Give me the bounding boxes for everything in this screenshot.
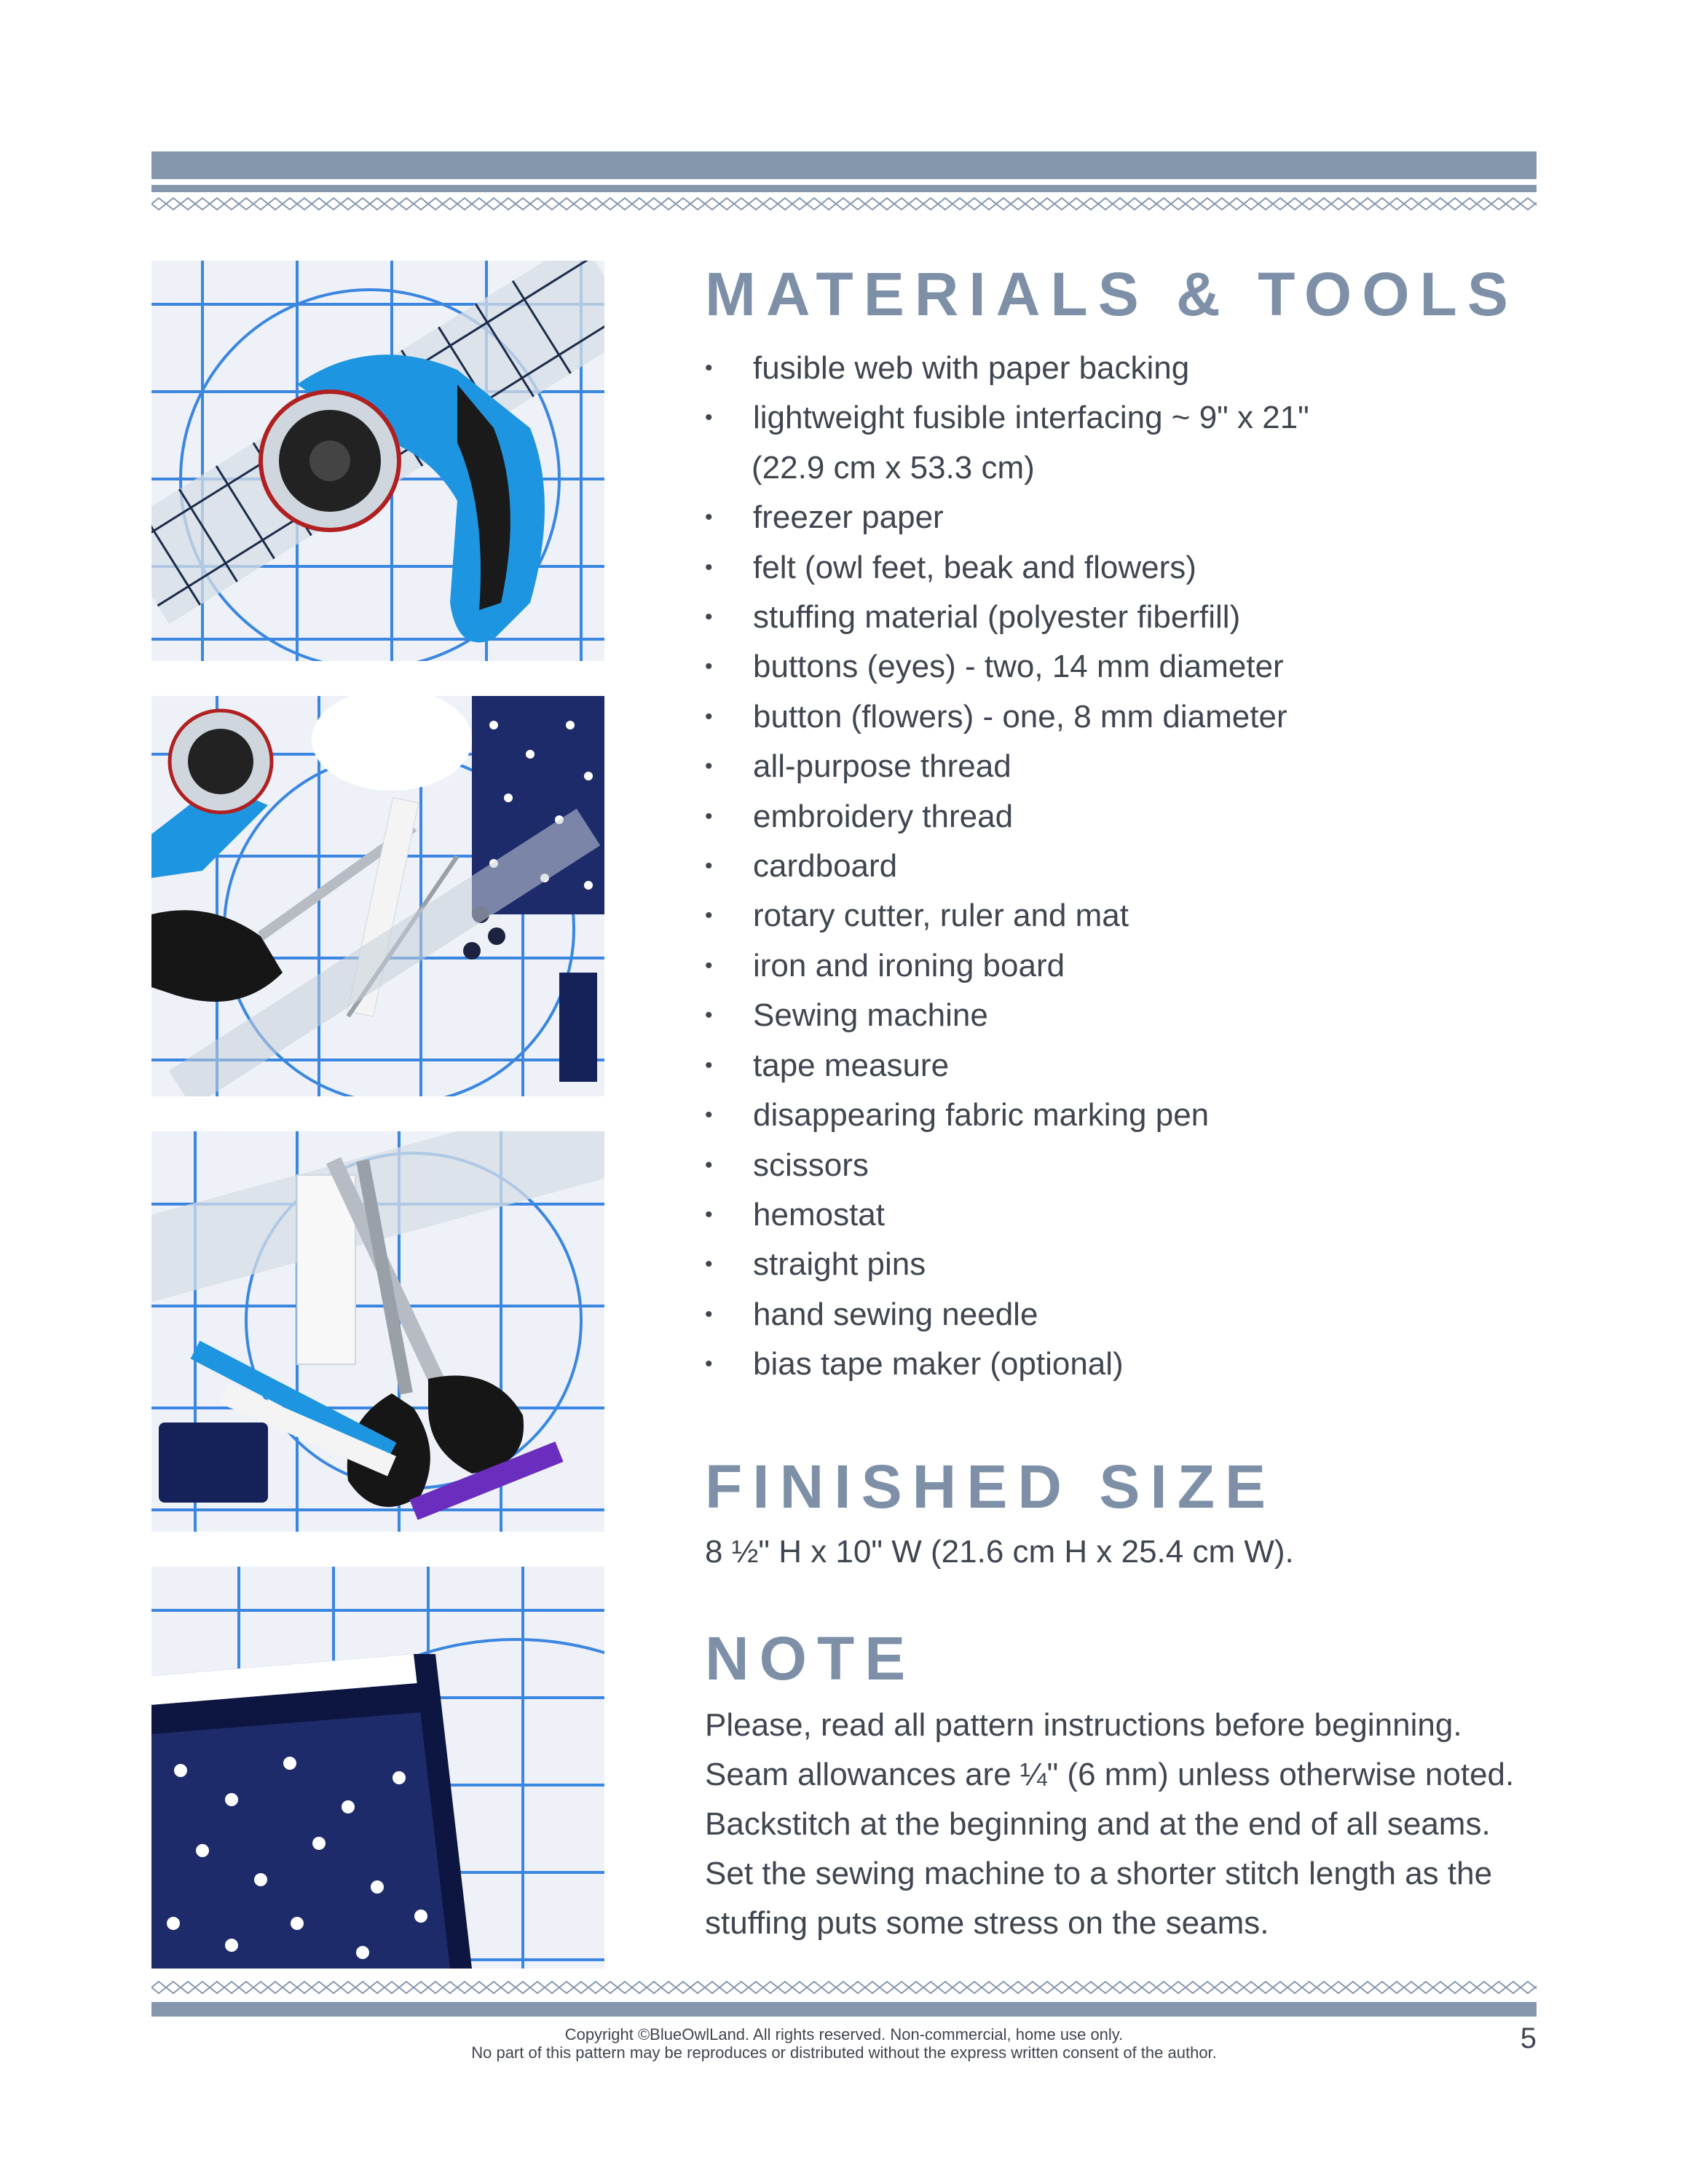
list-item: • bias tape maker (optional) [705, 1340, 1309, 1389]
note-line: Please, read all pattern instructions before beginning. [705, 1707, 1462, 1743]
rotary-cutter-photo [151, 261, 604, 661]
footer-line-1: Copyright ©BlueOwlLand. All rights reserved. Non-commercial, home use only. [564, 2025, 1124, 2043]
list-item: • buttons (eyes) - two, 14 mm diameter [705, 642, 1309, 692]
bullet: • [705, 804, 713, 828]
bullet: • [705, 754, 713, 779]
list-item: • freezer paper [705, 493, 1309, 542]
bullet: • [705, 1352, 713, 1377]
note-line: Set the sewing machine to a shorter stitch length as the [705, 1856, 1493, 1891]
note-line: Seam allowances are ¼" (6 mm) unless otherwise noted. [705, 1757, 1515, 1792]
list-item: • scissors [705, 1141, 1309, 1190]
materials-heading: MATERIALS & TOOLS [705, 260, 1518, 328]
list-item: • rotary cutter, ruler and mat [705, 891, 1309, 941]
fabric-on-mat-photo [151, 1567, 604, 1969]
footer-line-2: No part of this pattern may be reproduces or distributed without the express written consent of the author. [471, 2043, 1217, 2062]
scissors-and-thread-photo [151, 1131, 604, 1532]
page-number: 5 [1520, 2022, 1537, 2054]
list-item: • disappearing fabric marking pen [705, 1091, 1309, 1140]
bullet: • [705, 605, 713, 630]
top-thin-band [151, 185, 1537, 192]
materials-list [705, 344, 1309, 1390]
bullet: • [705, 953, 713, 978]
bullet: • [705, 505, 713, 530]
list-item: • stuffing material (polyester fiberfill) [705, 593, 1309, 642]
list-item: • hemostat [705, 1190, 1309, 1240]
list-item: • fusible web with paper backing [705, 344, 1309, 393]
list-item: • cardboard [705, 842, 1309, 891]
bullet: • [705, 903, 713, 928]
list-item: • straight pins [705, 1240, 1309, 1289]
list-item: • iron and ironing board [705, 941, 1309, 991]
bullet: • [705, 1003, 713, 1028]
note-line: Backstitch at the beginning and at the end of all seams. [705, 1806, 1491, 1842]
note-line: stuffing puts some stress on the seams. [705, 1905, 1269, 1941]
bullet: • [705, 854, 713, 879]
list-item: • hand sewing needle [705, 1290, 1309, 1340]
bullet: • [705, 1202, 713, 1227]
list-item: • button (flowers) - one, 8 mm diameter [705, 692, 1309, 742]
bullet: • [705, 356, 713, 380]
bullet: • [705, 555, 713, 579]
list-item: • felt (owl feet, beak and flowers) [705, 543, 1309, 593]
note-heading: NOTE [705, 1624, 916, 1693]
bullet: • [705, 704, 713, 729]
sewing-tools-photo [151, 696, 604, 1096]
note-text [705, 1701, 1514, 1948]
top-zigzag-border [151, 197, 1537, 211]
finished-size-text: 8 ½" H x 10" W (21.6 cm H x 25.4 cm W). [705, 1534, 1294, 1570]
list-item: • all-purpose thread [705, 742, 1309, 791]
bullet: • [705, 1053, 713, 1077]
list-item: • embroidery thread [705, 792, 1309, 842]
bottom-band [151, 2002, 1537, 2017]
bottom-zigzag-border [151, 1980, 1537, 1995]
bullet: • [705, 654, 713, 679]
top-band [151, 151, 1537, 179]
bullet: • [705, 1252, 713, 1277]
bullet: • [705, 1302, 713, 1326]
bullet: • [705, 1103, 713, 1128]
list-item: • tape measure [705, 1041, 1309, 1091]
bullet: • [705, 405, 713, 430]
list-item-continuation: (22.9 cm x 53.3 cm) [752, 449, 1035, 486]
footer-copyright [151, 2025, 1537, 2062]
finished-size-heading: FINISHED SIZE [705, 1452, 1277, 1521]
bullet: • [705, 1152, 713, 1177]
list-item: • lightweight fusible interfacing ~ 9" x 21" [705, 393, 1309, 443]
list-item: • Sewing machine [705, 991, 1309, 1040]
